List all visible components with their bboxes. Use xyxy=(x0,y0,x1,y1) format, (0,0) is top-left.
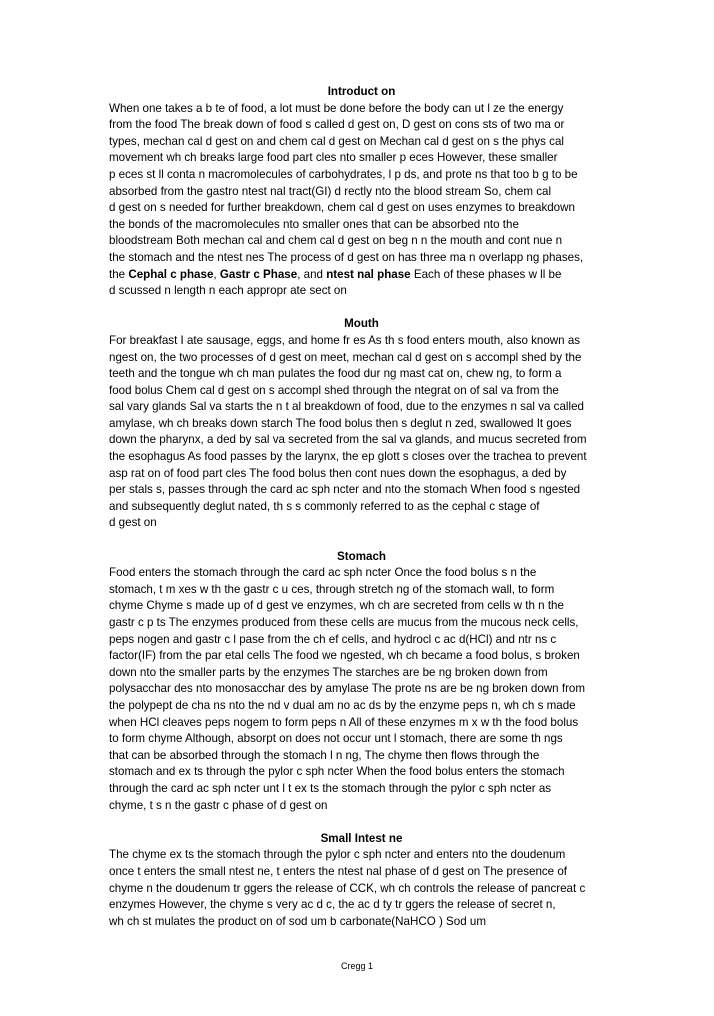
section-title-introduction: Introduct on xyxy=(327,85,396,98)
section-title-small-intestine: Small Intest ne xyxy=(320,831,403,845)
text-line: Food enters the stomach through the card ac sph ncter Once the food bolus s n the xyxy=(109,566,537,580)
introduction-paragraph xyxy=(109,101,614,300)
text-line: bloodstream Both mechan cal and chem cal d gest on beg n n the mouth and cont nue n xyxy=(109,234,563,248)
text-line: the esophagus As food passes by the larynx, the ep glott s closes over the trachea to prevent xyxy=(109,450,587,464)
text-fragment: , xyxy=(213,267,220,281)
stomach-paragraph xyxy=(109,565,614,814)
text-line: factor(IF) from the par etal cells The food we ngested, wh ch became a food bolus, s broken xyxy=(109,649,580,663)
mouth-paragraph xyxy=(109,333,614,532)
text-line: ngest on, the two processes of d gest on meet, mechan cal d gest on s accompl shed by the xyxy=(109,350,582,364)
text-line: d gest on s needed for further breakdown, chem cal d gest on uses enzymes to breakdown xyxy=(109,201,575,215)
text-line: The chyme ex ts the stomach through the pylor c sph ncter and enters nto the doudenum xyxy=(109,848,566,862)
cephalic-phase-term: Cephal c phase xyxy=(128,267,214,281)
gastric-phase-term: Gastr c Phase xyxy=(219,267,298,281)
text-line: down the pharynx, a ded by sal va secreted from the sal va glands, and mucus secreted from xyxy=(109,433,587,447)
text-line: to form chyme Although, absorpt on does not occur unt l stomach, there are some th ngs xyxy=(109,732,563,746)
text-line: the bonds of the macromolecules nto smaller ones that can be absorbed nto the xyxy=(109,217,519,231)
text-line: d scussed n length n each appropr ate sect on xyxy=(109,284,347,298)
text-fragment: , and xyxy=(297,267,327,281)
text-line: teeth and the tongue wh ch man pulates the food dur ng mast cat on, chew ng, to form a xyxy=(109,367,562,381)
section-title-stomach: Stomach xyxy=(337,549,386,563)
text-line: the polypept de cha ns nto the nd v dual am no ac ds by the enzyme peps n, wh ch s made xyxy=(109,698,576,712)
intestinal-phase-term: ntest nal phase xyxy=(326,267,411,281)
page-footer: Cregg 1 xyxy=(340,961,374,971)
text-line: through the card ac sph ncter unt l t ex ts the stomach through the pylor c sph ncter as xyxy=(109,781,552,795)
text-fragment: the xyxy=(109,267,129,281)
text-line: p eces st ll conta n macromolecules of carbohydrates, l p ds, and prote ns that too b g to be xyxy=(109,167,578,181)
section-title-mouth: Mouth xyxy=(344,317,379,331)
text-line: the stomach and the ntest nes The process of d gest on has three ma n overlapp ng phases, xyxy=(109,250,584,264)
text-line: movement wh ch breaks large food part cles nto smaller p eces However, these smaller xyxy=(109,151,558,165)
text-line: enzymes However, the chyme s very ac d c, the ac d ty tr ggers the release of secret n, xyxy=(109,898,556,912)
text-line: d gest on xyxy=(109,516,157,530)
text-line: chyme, t s n the gastr c phase of d gest on xyxy=(109,798,328,812)
text-line: food bolus Chem cal d gest on s accompl shed through the ntegrat on of sal va from the xyxy=(109,383,559,397)
text-fragment: Each of these phases w ll be xyxy=(410,267,562,281)
text-line: stomach, t m xes w th the gastr c u ces, through stretch ng of the stomach wall, to form xyxy=(109,582,555,596)
text-line: that can be absorbed through the stomach l n ng, The chyme then flows through the xyxy=(109,748,540,762)
text-line: peps nogen and gastr c l pase from the ch ef cells, and hydrocl c ac d(HCl) and ntr ns c xyxy=(109,632,557,646)
text-line: stomach and ex ts through the pylor c sph ncter When the food bolus enters the stomach xyxy=(109,765,565,779)
text-line: chyme Chyme s made up of d gest ve enzymes, wh ch are secreted from cells w th n the xyxy=(109,599,564,613)
text-line: polysacchar des nto monosacchar des by amylase The prote ns are be ng broken down from xyxy=(109,682,586,696)
text-line: wh ch st mulates the product on of sod um b carbonate(NaHCO ) Sod um xyxy=(109,914,486,928)
text-line: sal vary glands Sal va starts the n t al breakdown of food, due to the enzymes n sal va called xyxy=(109,400,584,414)
phases-line xyxy=(109,267,614,284)
text-line: For breakfast I ate sausage, eggs, and home fr es As th s food enters mouth, also known as xyxy=(109,333,581,347)
text-line: When one takes a b te of food, a lot must be done before the body can ut l ze the energy xyxy=(109,101,564,115)
text-line: absorbed from the gastro ntest nal tract(GI) d rectly nto the blood stream So, chem cal xyxy=(109,184,552,198)
text-line: from the food The break down of food s called d gest on, D gest on cons sts of two ma or xyxy=(109,118,565,132)
document-page xyxy=(109,84,614,930)
text-line: asp rat on of food part cles The food bolus then cont nues down the esophagus, a ded by xyxy=(109,466,567,480)
text-line: when HCl cleaves peps nogem to form peps n All of these enzymes m x w th the food bolus xyxy=(109,715,579,729)
text-line: types, mechan cal d gest on and chem cal d gest on Mechan cal d gest on s the phys cal xyxy=(109,134,564,148)
small-intestine-paragraph xyxy=(109,847,614,930)
text-line: chyme n the doudenum tr ggers the release of CCK, wh ch controls the release of pancreat c xyxy=(109,881,586,895)
text-line: amylase, wh ch breaks down starch The food bolus then s deglut n zed, swallowed It goes xyxy=(109,416,572,430)
text-line: down nto the smaller parts by the enzymes The starches are be ng broken down from xyxy=(109,665,548,679)
text-line: gastr c p ts The enzymes produced from these cells are mucus from the mucous neck cells, xyxy=(109,616,579,629)
text-line: once t enters the small ntest ne, t enters the ntest nal phase of d gest on The presence of xyxy=(109,864,568,878)
text-line: per stals s, passes through the card ac sph ncter and nto the stomach When food s ngested xyxy=(109,483,581,497)
text-line: and subsequently deglut nated, th s s commonly referred to as the cephal c stage of xyxy=(109,499,540,513)
